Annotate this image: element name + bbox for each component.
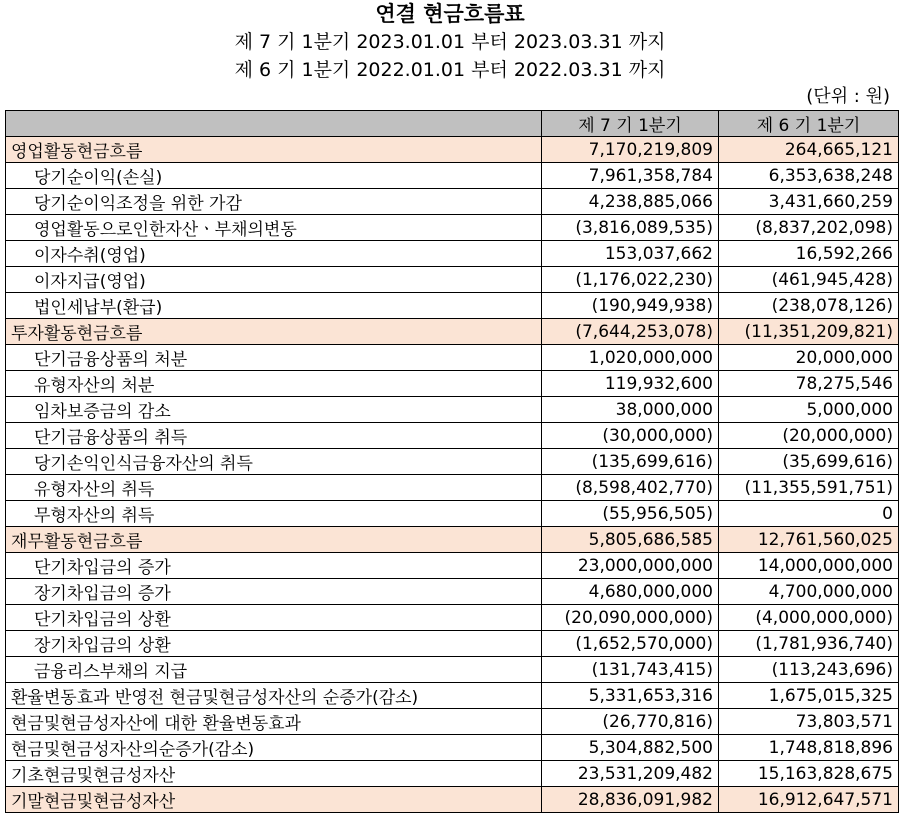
table-row	[6, 293, 899, 319]
row-value-prior: 1,748,818,896	[719, 735, 899, 761]
row-label: 단기금융상품의 처분	[6, 345, 542, 371]
table-row	[6, 267, 899, 293]
row-value-prior: (8,837,202,098)	[719, 215, 899, 241]
row-label: 현금및현금성자산에 대한 환율변동효과	[6, 709, 542, 735]
table-row	[6, 501, 899, 527]
row-value-prior: 3,431,660,259	[719, 189, 899, 215]
row-label: 재무활동현금흐름	[6, 527, 542, 553]
row-value-prior: 264,665,121	[719, 137, 899, 163]
row-label: 이자지급(영업)	[6, 267, 542, 293]
row-value-current: 4,238,885,066	[542, 189, 719, 215]
row-label: 환율변동효과 반영전 현금및현금성자산의 순증가(감소)	[6, 683, 542, 709]
column-header-prior: 제 6 기 1분기	[719, 111, 899, 137]
table-row	[6, 371, 899, 397]
row-label: 장기차입금의 상환	[6, 631, 542, 657]
row-value-current: (26,770,816)	[542, 709, 719, 735]
row-label: 유형자산의 처분	[6, 371, 542, 397]
table-row	[6, 475, 899, 501]
table-row	[6, 189, 899, 215]
table-row	[6, 137, 899, 163]
row-value-prior: 78,275,546	[719, 371, 899, 397]
row-label: 기초현금및현금성자산	[6, 761, 542, 787]
table-row	[6, 319, 899, 345]
table-row	[6, 241, 899, 267]
row-value-prior: (4,000,000,000)	[719, 605, 899, 631]
row-value-current: 28,836,091,982	[542, 787, 719, 813]
page-title: 연결 현금흐름표	[375, 2, 525, 26]
row-value-prior: 16,592,266	[719, 241, 899, 267]
row-label: 투자활동현금흐름	[6, 319, 542, 345]
row-value-current: 7,961,358,784	[542, 163, 719, 189]
column-header-label	[6, 111, 542, 137]
table-row	[6, 397, 899, 423]
row-value-current: 119,932,600	[542, 371, 719, 397]
table-row	[6, 163, 899, 189]
row-label: 법인세납부(환급)	[6, 293, 542, 319]
table-row	[6, 553, 899, 579]
period-current: 제 7 기 1분기 2023.01.01 부터 2023.03.31 까지	[234, 31, 666, 53]
table-row	[6, 683, 899, 709]
row-label: 영업활동으로인한자산ㆍ부채의변동	[6, 215, 542, 241]
row-label: 단기차입금의 상환	[6, 605, 542, 631]
table-row	[6, 449, 899, 475]
unit-label: (단위 : 원)	[806, 86, 890, 107]
row-value-current: (1,176,022,230)	[542, 267, 719, 293]
row-value-current: 1,020,000,000	[542, 345, 719, 371]
table-row	[6, 709, 899, 735]
row-value-current: 4,680,000,000	[542, 579, 719, 605]
row-value-prior: (20,000,000)	[719, 423, 899, 449]
row-value-current: 5,331,653,316	[542, 683, 719, 709]
row-value-current: 38,000,000	[542, 397, 719, 423]
row-value-prior: 12,761,560,025	[719, 527, 899, 553]
row-label: 당기손익인식금융자산의 취득	[6, 449, 542, 475]
table-row	[6, 423, 899, 449]
row-value-prior: 1,675,015,325	[719, 683, 899, 709]
row-label: 단기금융상품의 취득	[6, 423, 542, 449]
row-value-current: (30,000,000)	[542, 423, 719, 449]
row-value-current: (20,090,000,000)	[542, 605, 719, 631]
row-label: 현금및현금성자산의순증가(감소)	[6, 735, 542, 761]
row-label: 당기순이익조정을 위한 가감	[6, 189, 542, 215]
table-row	[6, 605, 899, 631]
row-value-current: 23,531,209,482	[542, 761, 719, 787]
row-value-current: 5,805,686,585	[542, 527, 719, 553]
row-value-current: (7,644,253,078)	[542, 319, 719, 345]
table-row	[6, 631, 899, 657]
row-value-prior: 14,000,000,000	[719, 553, 899, 579]
row-label: 기말현금및현금성자산	[6, 787, 542, 813]
row-label: 당기순이익(손실)	[6, 163, 542, 189]
row-value-prior: 15,163,828,675	[719, 761, 899, 787]
table-row	[6, 579, 899, 605]
row-value-prior: (11,351,209,821)	[719, 319, 899, 345]
table-row	[6, 215, 899, 241]
table-row	[6, 735, 899, 761]
row-value-prior: (1,781,936,740)	[719, 631, 899, 657]
row-value-prior: 4,700,000,000	[719, 579, 899, 605]
row-label: 무형자산의 취득	[6, 501, 542, 527]
row-value-prior: 0	[719, 501, 899, 527]
row-value-current: 153,037,662	[542, 241, 719, 267]
table-row	[6, 761, 899, 787]
row-label: 단기차입금의 증가	[6, 553, 542, 579]
row-value-current: (135,699,616)	[542, 449, 719, 475]
row-label: 이자수취(영업)	[6, 241, 542, 267]
row-value-prior: (11,355,591,751)	[719, 475, 899, 501]
row-label: 유형자산의 취득	[6, 475, 542, 501]
row-value-current: 7,170,219,809	[542, 137, 719, 163]
row-value-current: (8,598,402,770)	[542, 475, 719, 501]
row-label: 장기차입금의 증가	[6, 579, 542, 605]
row-value-prior: 20,000,000	[719, 345, 899, 371]
row-value-prior: 73,803,571	[719, 709, 899, 735]
row-value-prior: 16,912,647,571	[719, 787, 899, 813]
table-row	[6, 657, 899, 683]
table-row	[6, 787, 899, 813]
row-value-current: (131,743,415)	[542, 657, 719, 683]
row-value-prior: (113,243,696)	[719, 657, 899, 683]
table-header-row	[6, 111, 899, 137]
row-label: 임차보증금의 감소	[6, 397, 542, 423]
row-value-prior: 6,353,638,248	[719, 163, 899, 189]
row-value-prior: (461,945,428)	[719, 267, 899, 293]
row-value-prior: 5,000,000	[719, 397, 899, 423]
row-label: 금융리스부채의 지급	[6, 657, 542, 683]
row-value-prior: (35,699,616)	[719, 449, 899, 475]
row-value-current: (3,816,089,535)	[542, 215, 719, 241]
column-header-current: 제 7 기 1분기	[542, 111, 719, 137]
row-value-current: (190,949,938)	[542, 293, 719, 319]
row-value-current: (1,652,570,000)	[542, 631, 719, 657]
table-row	[6, 527, 899, 553]
period-prior: 제 6 기 1분기 2022.01.01 부터 2022.03.31 까지	[234, 59, 666, 81]
cash-flow-table	[5, 110, 899, 813]
row-value-current: (55,956,505)	[542, 501, 719, 527]
row-label: 영업활동현금흐름	[6, 137, 542, 163]
table-row	[6, 345, 899, 371]
row-value-prior: (238,078,126)	[719, 293, 899, 319]
row-value-current: 5,304,882,500	[542, 735, 719, 761]
row-value-current: 23,000,000,000	[542, 553, 719, 579]
